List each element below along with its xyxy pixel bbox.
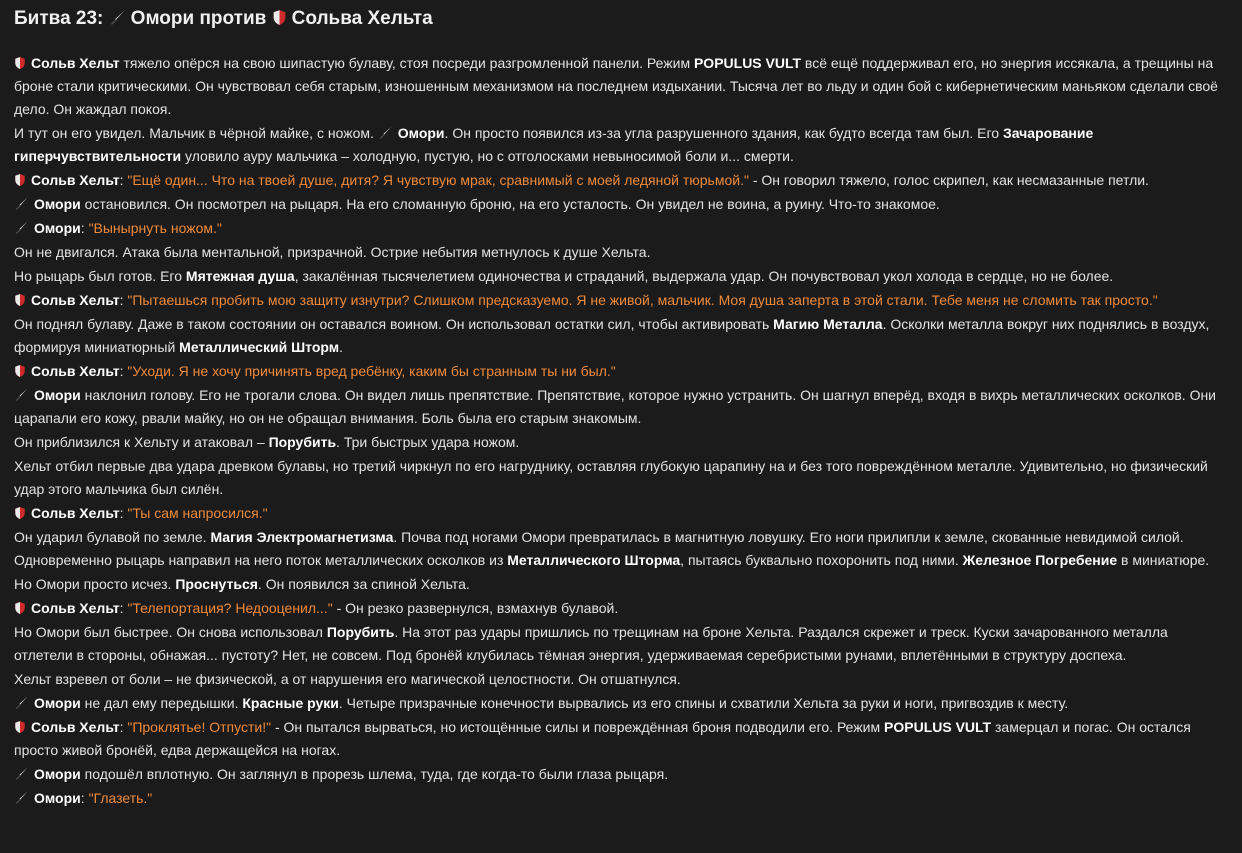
narration-text: Он поднял булаву. Даже в таком состоянии он оставался воином. Он использовал остатки сил, чтобы активировать <box>14 316 774 332</box>
narration-text: замерцал и погас. Он остался просто живой бронёй, едва держащейся на ногах. <box>14 719 1191 758</box>
narration-text: - Он пытался вырваться, но истощённые силы и повреждённая броня подводили его. Режим <box>271 719 885 735</box>
bold-term: POPULUS VULT <box>884 719 992 735</box>
title-fighter1: Омори <box>130 8 195 29</box>
shield-icon <box>14 293 26 307</box>
story-paragraph <box>14 621 1228 667</box>
title-prefix: Битва 23: <box>14 8 104 29</box>
knife-icon <box>14 387 29 402</box>
narration-text: И тут он его увидел. Мальчик в чёрной майке, с ножом. <box>14 125 378 141</box>
bold-term: Проснуться <box>175 576 258 592</box>
narration-text: : <box>80 790 89 806</box>
narration-text: Но Омори просто исчез. <box>14 576 176 592</box>
narration-text: Хельт отбил первые два удара древком булавы, но третий чиркнул по его нагруднику, оставляя глубокую царапину на и без того повреждённом металле. Удивительно, но физический удар этого мальчика был силён. <box>14 458 1208 497</box>
story-paragraph <box>14 360 1228 383</box>
story-paragraph <box>14 692 1228 715</box>
narration-text: Он приблизился к Хельту и атаковал – <box>14 434 269 450</box>
dialogue-quote: "Телепортация? Недооценил..." <box>127 600 333 616</box>
narration-text: . <box>339 339 343 355</box>
shield-icon <box>14 364 26 378</box>
bold-term: Металлического Шторма <box>507 552 681 568</box>
story-body <box>14 52 1228 810</box>
bold-term: Сольв Хельт <box>31 363 120 379</box>
story-paragraph <box>14 668 1228 691</box>
bold-term: Омори <box>397 125 445 141</box>
story-paragraph <box>14 122 1228 168</box>
narration-text: : <box>119 292 128 308</box>
knife-icon <box>14 695 29 710</box>
dialogue-quote: "Проклятье! Отпусти!" <box>127 719 272 735</box>
bold-term: Сольв Хельт <box>31 292 120 308</box>
dialogue-quote: "Глазеть." <box>88 790 153 806</box>
bold-term: Порубить <box>326 624 395 640</box>
story-paragraph <box>14 169 1228 192</box>
story-paragraph <box>14 313 1228 359</box>
shield-icon <box>14 173 26 187</box>
narration-text: : <box>119 505 128 521</box>
bold-term: Омори <box>34 790 81 806</box>
bold-term: Омори <box>34 220 81 236</box>
narration-text: . Три быстрых удара ножом. <box>336 434 520 450</box>
narration-text: . Он просто появился из-за угла разрушенного здания, как будто всегда там был. Его <box>444 125 1003 141</box>
narration-text: . На этот раз удары пришлись по трещинам на броне Хельта. Раздался скрежет и треск. Куски зачарованного металла отлетели в стороны, обнажая... пустоту? Нет, не совсем. Под бронёй клубилась тёмная энергия, удерживаемая серебристыми рунами, вплетёнными в структуру доспеха. <box>14 624 1168 663</box>
narration-text: , закалённая тысячелетием одиночества и страданий, выдержала удар. Он почувствовал укол холода в сердце, но не более. <box>294 268 1114 284</box>
narration-text: . Четыре призрачные конечности вырвались из его спины и схватили Хельта за руки и ноги, пригвоздив к месту. <box>338 695 1069 711</box>
bold-term: Сольв Хельт <box>31 172 120 188</box>
dialogue-quote: "Вынырнуть ножом." <box>88 220 222 236</box>
dialogue-quote: "Уходи. Я не хочу причинять вред ребёнку, каким бы странным ты ни был." <box>127 363 616 379</box>
dialogue-quote: "Ещё один... Что на твоей душе, дитя? Я чувствую мрак, сравнимый с моей ледяной тюрьмой." <box>127 172 749 188</box>
bold-term: Порубить <box>268 434 337 450</box>
narration-text: . Он появился за спиной Хельта. <box>257 576 470 592</box>
narration-text: . Почва под ногами Омори превратилась в магнитную ловушку. Его ноги прилипли к земле, скованные невидимой силой. Одновременно рыцарь направил на него поток металлических осколков из <box>14 529 1184 568</box>
narration-text: всё ещё поддерживал его, но энергия иссякала, а трещины на броне стали критическими. Он чувствовал себя старым, изношенным механизмом на последнем издыхании. Тысяча лет во льду и один бой с кибернетическим маньяком сделали своё дело. Он жаждал покоя. <box>14 55 1218 117</box>
story-paragraph <box>14 573 1228 596</box>
bold-term: Сольв Хельт <box>31 719 120 735</box>
narration-text: Он не двигался. Атака была ментальной, призрачной. Острие небытия метнулось к душе Хельта. <box>14 244 651 260</box>
narration-text: : <box>119 600 128 616</box>
story-paragraph <box>14 526 1228 572</box>
bold-term: Сольв Хельт <box>31 55 120 71</box>
page-title <box>14 4 1228 34</box>
dialogue-quote: "Ты сам напросился." <box>127 505 268 521</box>
narration-text: тяжело опёрся на свою шипастую булаву, стоя посреди разгромленной панели. Режим <box>119 55 694 71</box>
story-paragraph <box>14 289 1228 312</box>
story-paragraph <box>14 265 1228 288</box>
story-paragraph <box>14 384 1228 430</box>
bold-term: Омори <box>34 766 81 782</box>
bold-term: Омори <box>34 695 81 711</box>
story-paragraph <box>14 787 1228 810</box>
story-paragraph <box>14 193 1228 216</box>
narration-text: : <box>80 220 89 236</box>
bold-term: POPULUS VULT <box>693 55 802 71</box>
story-paragraph <box>14 241 1228 264</box>
narration-text: Хельт взревел от боли – не физической, а от нарушения его магической целостности. Он отшатнулся. <box>14 671 681 687</box>
narration-text: в миниатюре. <box>1117 552 1210 568</box>
narration-text: . Осколки металла вокруг них поднялись в воздух, формируя миниатюрный <box>14 316 1210 355</box>
shield-icon <box>14 56 26 70</box>
bold-term: Металлический Шторм <box>179 339 340 355</box>
knife-icon <box>14 196 29 211</box>
narration-text: остановился. Он посмотрел на рыцаря. На его сломанную броню, на его усталость. Он увидел не воина, а руину. Что-то знакомое. <box>80 196 940 212</box>
title-fighter2: Сольва Хельта <box>291 8 433 29</box>
bold-term: Сольв Хельт <box>31 600 120 616</box>
narration-text: наклонил голову. Его не трогали слова. Он видел лишь препятствие. Препятствие, которое нужно устранить. Он шагнул вперёд, входя в вихрь металлических осколков. Они царапали его кожу, рвали майку, но он не обращал внимания. Боль была его старым знакомым. <box>14 387 1217 426</box>
narration-text: , пытаясь буквально похоронить под ними. <box>680 552 963 568</box>
shield-icon <box>14 601 26 615</box>
narration-text: уловило ауру мальчика – холодную, пустую, но с отголосками невыносимой боли и... смерти. <box>181 148 794 164</box>
knife-icon <box>14 220 29 235</box>
story-paragraph <box>14 217 1228 240</box>
bold-term: Магия Электромагнетизма <box>210 529 394 545</box>
story-paragraph <box>14 455 1228 501</box>
bold-term: Омори <box>34 387 81 403</box>
shield-icon <box>14 506 26 520</box>
story-paragraph <box>14 52 1228 121</box>
narration-text: Но рыцарь был готов. Его <box>14 268 186 284</box>
story-paragraph <box>14 431 1228 454</box>
story-paragraph <box>14 502 1228 525</box>
bold-term: Мятежная душа <box>185 268 295 284</box>
bold-term: Красные руки <box>242 695 339 711</box>
shield-icon <box>272 9 287 26</box>
narration-text: : <box>119 363 128 379</box>
bold-term: Сольв Хельт <box>31 505 120 521</box>
narration-text: : <box>119 172 128 188</box>
bold-term: Железное Погребение <box>962 552 1118 568</box>
knife-icon <box>378 125 393 140</box>
shield-icon <box>14 720 26 734</box>
knife-icon <box>109 9 126 26</box>
narration-text: подошёл вплотную. Он заглянул в прорезь шлема, туда, где когда-то были глаза рыцаря. <box>80 766 669 782</box>
bold-term: Зачарование гиперчувствительности <box>14 125 1094 164</box>
narration-text: - Он говорил тяжело, голос скрипел, как несмазанные петли. <box>748 172 1149 188</box>
story-paragraph <box>14 716 1228 762</box>
bold-term: Омори <box>34 196 81 212</box>
dialogue-quote: "Пытаешься пробить мою защиту изнутри? Слишком предсказуемо. Я не живой, мальчик. Моя душа заперта в этой стали. Тебе меня не сломить так просто." <box>127 292 1158 308</box>
narration-text: - Он резко развернулся, взмахнув булавой. <box>332 600 619 616</box>
story-paragraph <box>14 763 1228 786</box>
narration-text: Но Омори был быстрее. Он снова использовал <box>14 624 327 640</box>
narration-text: Он ударил булавой по земле. <box>14 529 211 545</box>
narration-text: : <box>119 719 128 735</box>
story-paragraph <box>14 597 1228 620</box>
knife-icon <box>14 766 29 781</box>
knife-icon <box>14 790 29 805</box>
bold-term: Магию Металла <box>773 316 883 332</box>
narration-text: не дал ему передышки. <box>80 695 243 711</box>
title-vs: против <box>199 8 267 29</box>
